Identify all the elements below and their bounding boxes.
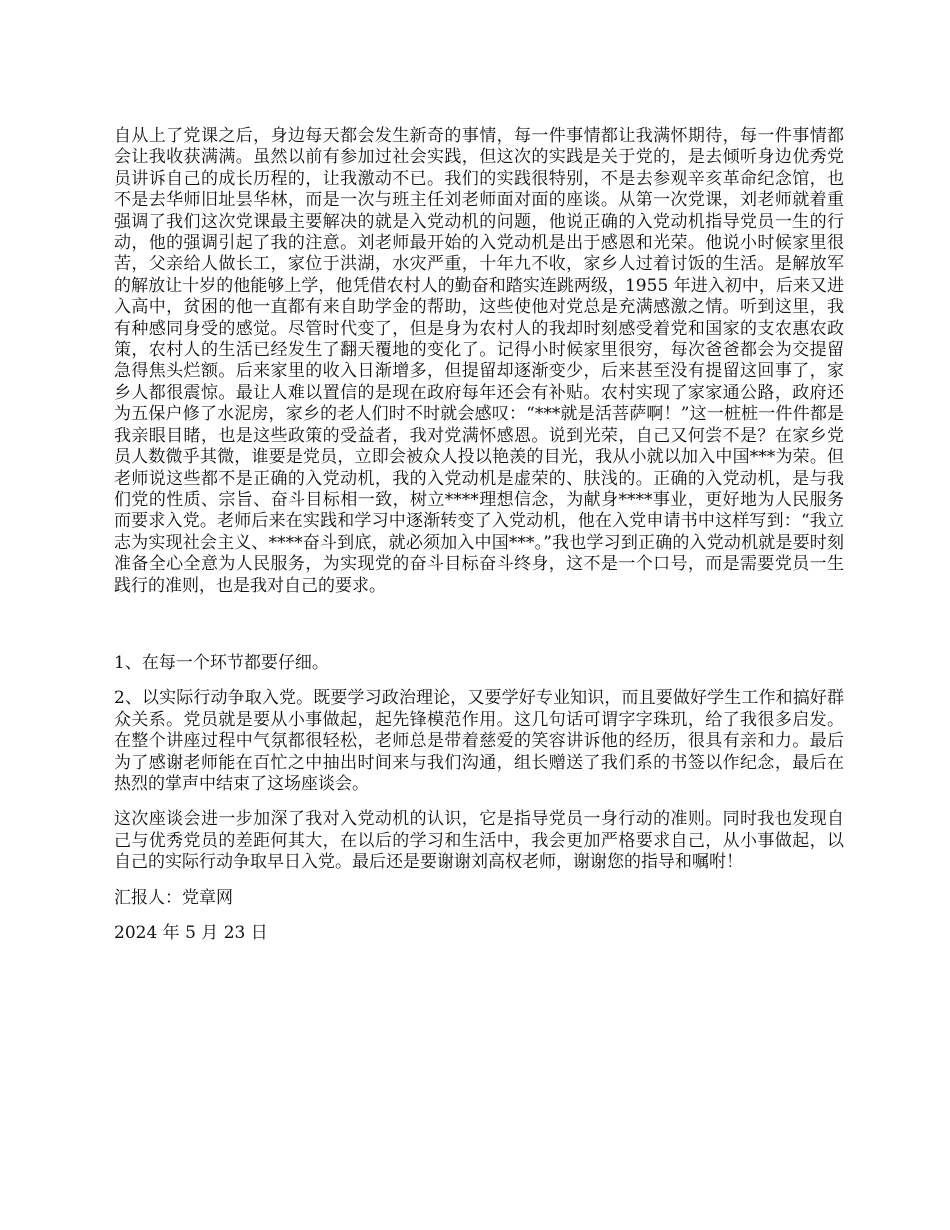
paragraph-main: 自从上了党课之后，身边每天都会发生新奇的事情，每一件事情都让我满怀期待，每一件事情都会让我收获满满。虽然以前有参加过社会实践，但这次的实践是关于党的，是去倾听身边优秀党员讲诉自己的成长历程的，让我激动不已。我们的实践很特别，不是去参观辛亥革命纪念馆，也不是去华师旧址昙华林，而是一次与班主任刘老师面对面的座谈。从第一次党课，刘老师就着重强调了我们这次党课最主要解决的就是入党动机的问题，他说正确的入党动机指导党员一生的行动，他的强调引起了我的注意。刘老师最开始的入党动机是出于感恩和光荣。他说小时候家里很苦，父亲给人做长工，家位于洪湖，水灾严重，十年九不收，家乡人过着讨饭的生活。是解放军的解放让十岁的他能够上学，他凭借农村人的勤奋和踏实连跳两级，1955 年进入初中，后来又进入高中，贫困的他一直都有来自助学金的帮助，这些使他对党总是充满感激之情。听到这里，我有种感同身受的感觉。尽管时代变了，但是身为农村人的我却时刻感受着党和国家的支农惠农政策，农村人的生活已经发生了翻天覆地的变化了。记得小时候家里很穷，每次爸爸都会为交提留急得焦头烂额。后来家里的收入日渐增多，但提留却逐渐变少，后来甚至没有提留这回事了，家乡人都很震惊。最让人难以置信的是现在政府每年还会有补贴。农村实现了家家通公路，政府还为五保户修了水泥房，家乡的老人们时不时就会感叹：“***就是活菩萨啊！”这一桩桩一件件都是我亲眼目睹，也是这些政策的受益者，我对党满怀感恩。说到光荣，自己又何尝不是？在家乡党员人数微乎其微，谁要是党员，立即会被众人投以艳羡的目光，我从小就以加入中国***为荣。但老师说这些都不是正确的入党动机，我的入党动机是虚荣的、肤浅的。正确的入党动机，是与我们党的性质、宗旨、奋斗目标相一致，树立****理想信念，为献身****事业，更好地为人民服务而要求入党。老师后来在实践和学习中逐渐转变了入党动机，他在入党申请书中这样写到：“我立志为实现社会主义、****奋斗到底，就必须加入中国***。”我也学习到正确的入党动机就是要时刻准备全心全意为人民服务，为实现党的奋斗目标奋斗终身，这不是一个口号，而是需要党员一生践行的准则，也是我对自己的要求。 [114,126,844,596]
list-item-2: 2、以实际行动争取入党。既要学习政治理论，又要学好专业知识，而且要做好学生工作和搞好群众关系。党员就是要从小事做起，起先锋模范作用。这几句话可谓字字珠玑，给了我很多启发。在整个讲座过程中气氛都很轻松，老师总是带着慈爱的笑容讲诉他的经历，很具有亲和力。最后为了感谢老师能在百忙之中抽出时间来与我们沟通，组长赠送了我们系的书签以作纪念，最后在热烈的掌声中结束了这场座谈会。 [114,688,844,794]
date-line: 2024 年 5 月 23 日 [114,923,268,943]
paragraph-closing: 这次座谈会进一步加深了我对入党动机的认识，它是指导党员一身行动的准则。同时我也发现自己与优秀党员的差距何其大，在以后的学习和生活中，我会更加严格要求自己，从小事做起，以自己的实际行动争取早日入党。最后还是要谢谢刘高权老师，谢谢您的指导和嘱咐！ [114,809,844,873]
paragraph-spacer [114,597,844,653]
document-body [114,126,844,944]
reporter-line: 汇报人：党章网 [114,887,233,908]
list-item-1: 1、在每一个环节都要仔细。 [114,652,329,673]
